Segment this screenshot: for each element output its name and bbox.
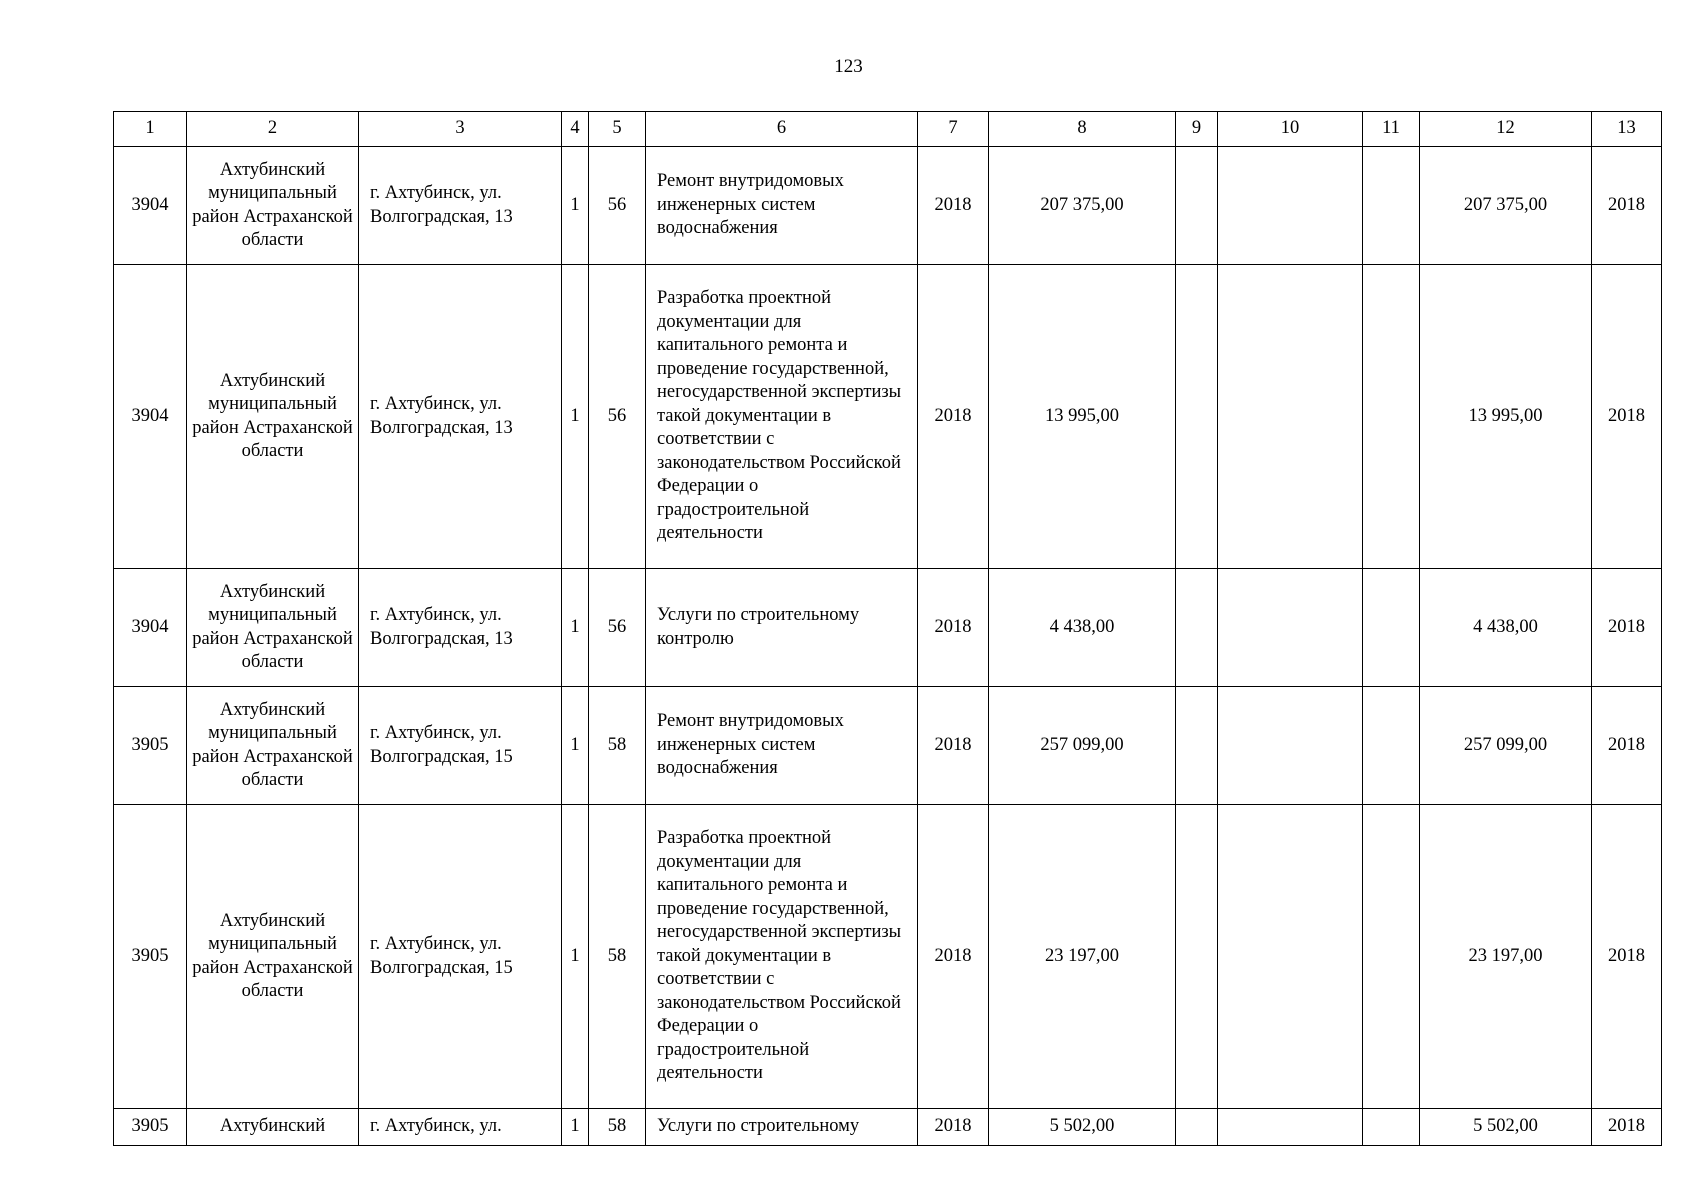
cell-col9 [1176,805,1218,1109]
cell-col13: 2018 [1592,805,1662,1109]
cell-col5: 58 [589,805,646,1109]
cell-municipality: Ахтубинский [187,1109,359,1146]
cell-year: 2018 [918,569,989,687]
cell-col4: 1 [562,1109,589,1146]
cell-col9 [1176,1109,1218,1146]
cell-col12: 257 099,00 [1420,687,1592,805]
column-header: 11 [1363,112,1420,147]
cell-number: 3905 [114,1109,187,1146]
cell-cost: 207 375,00 [989,147,1176,265]
cell-col4: 1 [562,569,589,687]
cell-col9 [1176,265,1218,569]
cell-col10 [1218,265,1363,569]
cell-address: г. Ахтубинск, ул. [359,1109,562,1146]
cell-col10 [1218,687,1363,805]
cell-col4: 1 [562,147,589,265]
cell-col12: 4 438,00 [1420,569,1592,687]
column-header: 12 [1420,112,1592,147]
cell-col13: 2018 [1592,1109,1662,1146]
cell-municipality: Ахтубинский муниципальный район Астраханской области [187,147,359,265]
cell-year: 2018 [918,687,989,805]
cell-col13: 2018 [1592,147,1662,265]
column-header: 9 [1176,112,1218,147]
table-row [114,265,1662,569]
cell-col11 [1363,265,1420,569]
cell-municipality: Ахтубинский муниципальный район Астраханской области [187,805,359,1109]
table-row [114,687,1662,805]
column-header: 10 [1218,112,1363,147]
cell-col10 [1218,147,1363,265]
column-header: 7 [918,112,989,147]
column-header: 8 [989,112,1176,147]
cell-year: 2018 [918,1109,989,1146]
cell-year: 2018 [918,147,989,265]
cell-col10 [1218,569,1363,687]
cell-work-type: Ремонт внутридомовых инженерных систем водоснабжения [646,147,918,265]
column-header: 5 [589,112,646,147]
cell-address: г. Ахтубинск, ул. Волгоградская, 15 [359,687,562,805]
cell-number: 3905 [114,687,187,805]
cell-col5: 56 [589,569,646,687]
capital-repair-table [113,111,1662,1146]
cell-col11 [1363,805,1420,1109]
cell-col5: 56 [589,147,646,265]
cell-address: г. Ахтубинск, ул. Волгоградская, 15 [359,805,562,1109]
cell-cost: 257 099,00 [989,687,1176,805]
cell-col13: 2018 [1592,265,1662,569]
cell-col12: 207 375,00 [1420,147,1592,265]
cell-col13: 2018 [1592,687,1662,805]
cell-year: 2018 [918,265,989,569]
cell-col11 [1363,1109,1420,1146]
cell-municipality: Ахтубинский муниципальный район Астраханской области [187,569,359,687]
cell-number: 3904 [114,147,187,265]
column-header: 4 [562,112,589,147]
cell-col5: 58 [589,687,646,805]
cell-number: 3904 [114,265,187,569]
cell-year: 2018 [918,805,989,1109]
cell-col10 [1218,805,1363,1109]
cell-cost: 4 438,00 [989,569,1176,687]
cell-number: 3905 [114,805,187,1109]
cell-col11 [1363,569,1420,687]
cell-work-type: Ремонт внутридомовых инженерных систем водоснабжения [646,687,918,805]
cell-col9 [1176,147,1218,265]
cell-work-type: Услуги по строительному контролю [646,569,918,687]
cell-municipality: Ахтубинский муниципальный район Астраханской области [187,687,359,805]
cell-cost: 13 995,00 [989,265,1176,569]
table-row [114,147,1662,265]
cell-col4: 1 [562,265,589,569]
cell-work-type: Разработка проектной документации для капитального ремонта и проведение государственной, негосударственной экспертизы такой документации в соответствии с законодательством Российской Федерации о градостроительной деятельности [646,805,918,1109]
column-header: 1 [114,112,187,147]
table-row [114,1109,1662,1146]
cell-col12: 5 502,00 [1420,1109,1592,1146]
cell-col5: 56 [589,265,646,569]
cell-col4: 1 [562,687,589,805]
cell-work-type: Разработка проектной документации для капитального ремонта и проведение государственной, негосударственной экспертизы такой документации в соответствии с законодательством Российской Федерации о градостроительной деятельности [646,265,918,569]
cell-municipality: Ахтубинский муниципальный район Астраханской области [187,265,359,569]
cell-work-type: Услуги по строительному [646,1109,918,1146]
cell-cost: 5 502,00 [989,1109,1176,1146]
cell-col9 [1176,687,1218,805]
cell-number: 3904 [114,569,187,687]
cell-col12: 13 995,00 [1420,265,1592,569]
cell-col11 [1363,147,1420,265]
table-row [114,569,1662,687]
cell-col10 [1218,1109,1363,1146]
cell-address: г. Ахтубинск, ул. Волгоградская, 13 [359,265,562,569]
cell-cost: 23 197,00 [989,805,1176,1109]
column-header: 6 [646,112,918,147]
cell-address: г. Ахтубинск, ул. Волгоградская, 13 [359,147,562,265]
cell-col5: 58 [589,1109,646,1146]
column-header: 2 [187,112,359,147]
column-header: 3 [359,112,562,147]
page-number: 123 [834,56,863,77]
cell-col12: 23 197,00 [1420,805,1592,1109]
column-header: 13 [1592,112,1662,147]
header-row [114,112,1662,147]
table-row [114,805,1662,1109]
cell-col9 [1176,569,1218,687]
cell-col4: 1 [562,805,589,1109]
cell-col11 [1363,687,1420,805]
cell-address: г. Ахтубинск, ул. Волгоградская, 13 [359,569,562,687]
cell-col13: 2018 [1592,569,1662,687]
